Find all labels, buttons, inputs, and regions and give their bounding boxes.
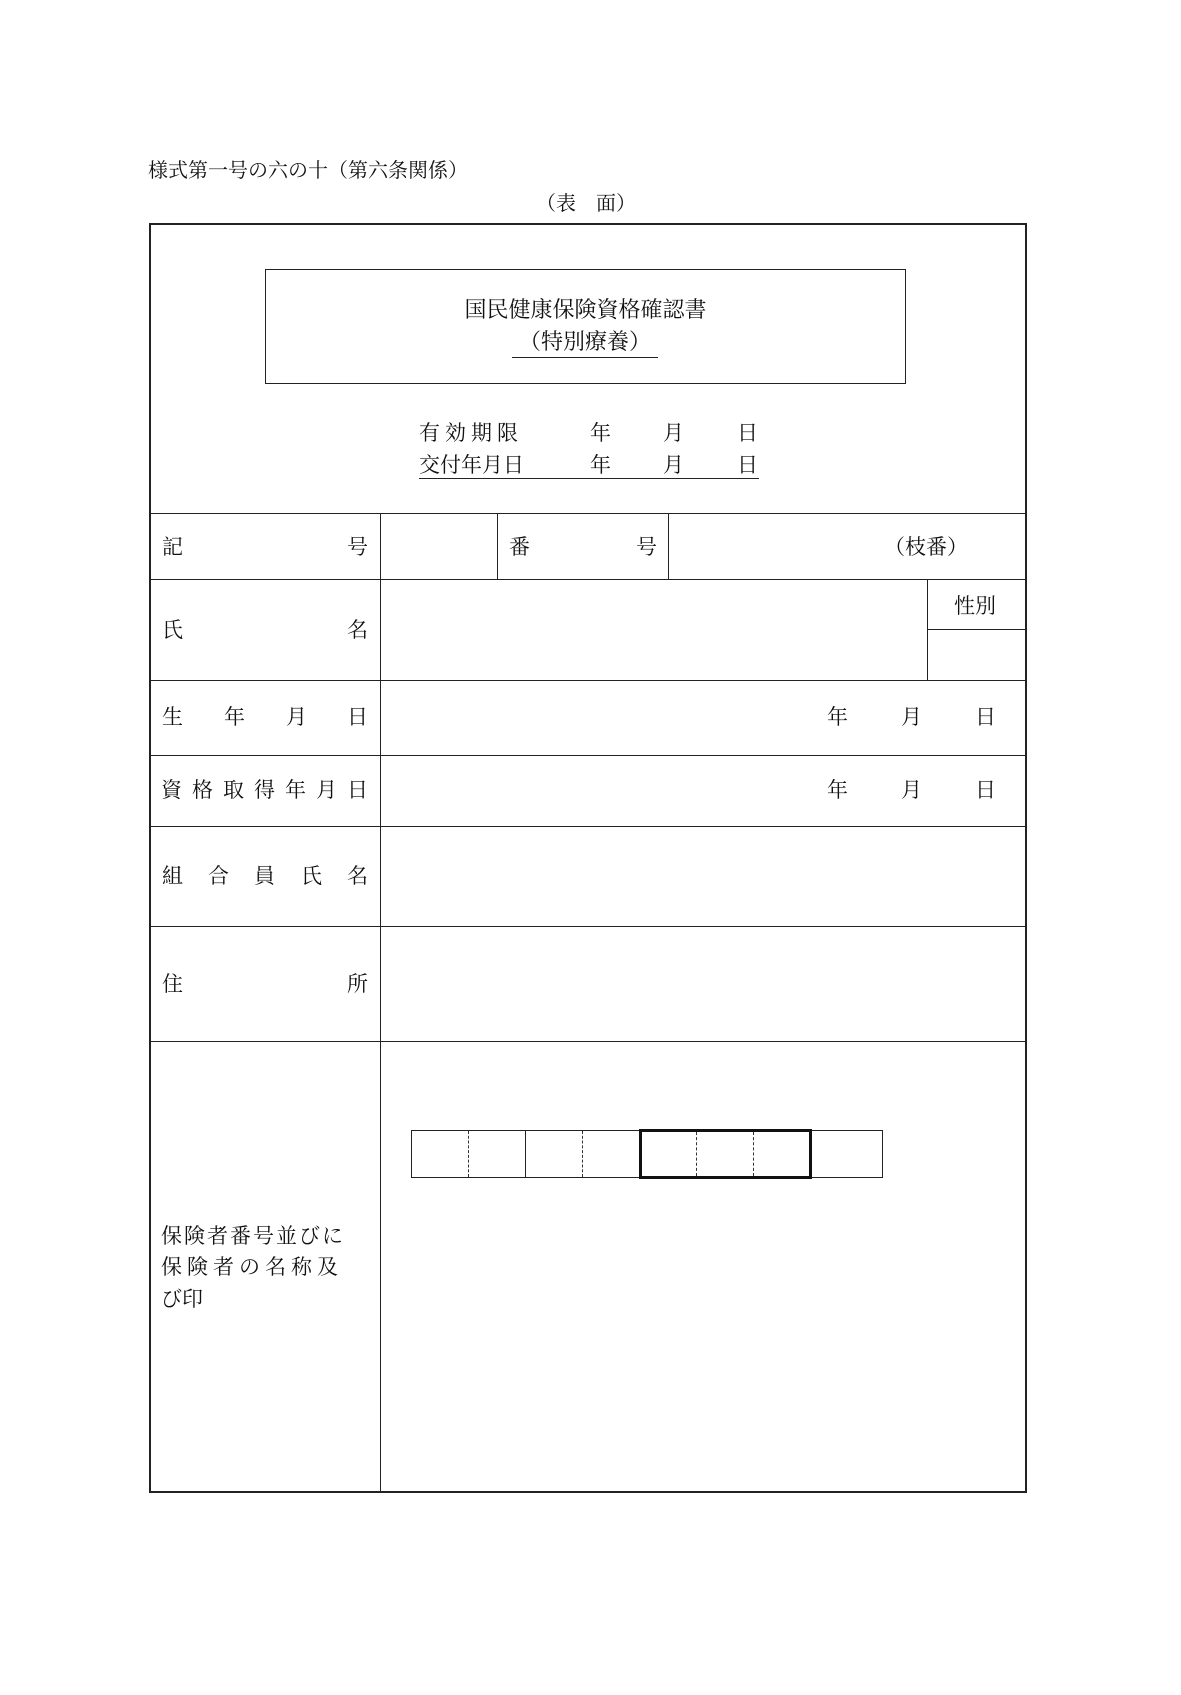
birth-label-char: 月	[286, 705, 307, 729]
member-label-char: 員	[254, 864, 275, 888]
side-label: （表 面）	[536, 191, 636, 215]
acquisition-label-char: 取	[223, 778, 244, 802]
row-divider	[149, 926, 1027, 927]
title-box	[265, 269, 906, 384]
acquisition-label-char: 資	[161, 778, 182, 802]
acquisition-label-char: 年	[285, 778, 306, 802]
birth-label-char: 生	[162, 705, 183, 729]
insurer-label-line: 保険者の名称及	[161, 1255, 343, 1279]
digit-group-divider	[525, 1131, 526, 1177]
birth-year: 年	[827, 705, 848, 729]
birth-day: 日	[975, 705, 996, 729]
issue-label: 交付年月日	[419, 453, 524, 477]
address-label-right: 所	[347, 972, 368, 996]
expiry-month: 月	[663, 421, 684, 445]
row-divider	[149, 755, 1027, 756]
label-column-divider	[380, 513, 381, 1492]
acquisition-label-char: 月	[316, 778, 337, 802]
row-divider	[149, 579, 1027, 580]
row-divider	[149, 1041, 1027, 1042]
expiry-year: 年	[590, 421, 611, 445]
digit-separator	[753, 1132, 754, 1176]
name-label-left: 氏	[162, 618, 183, 642]
member-label-char: 合	[208, 864, 229, 888]
symbol-label-right: 号	[347, 535, 368, 559]
acquisition-label-char: 得	[254, 778, 275, 802]
birth-label-char: 日	[347, 705, 368, 729]
digit-separator	[696, 1132, 697, 1176]
member-label-char: 名	[347, 864, 368, 888]
insurer-digit-highlight-box	[639, 1129, 812, 1179]
symbol-label-left: 記	[162, 535, 183, 559]
digit-separator	[582, 1131, 583, 1177]
gender-column-divider	[927, 579, 928, 680]
acquisition-day: 日	[975, 778, 996, 802]
acquisition-label-char: 日	[347, 778, 368, 802]
expiry-label: 有効期限	[419, 421, 523, 445]
document-subtitle: （特別療養）	[512, 332, 658, 358]
insurer-label-line: 保険者番号並びに	[161, 1224, 345, 1248]
number-label-left: 番	[509, 535, 530, 559]
acquisition-year: 年	[827, 778, 848, 802]
address-label-left: 住	[162, 972, 183, 996]
issue-date-underline	[419, 478, 759, 479]
acquisition-label-char: 格	[192, 778, 213, 802]
form-number: 様式第一号の六の十（第六条関係）	[148, 158, 468, 182]
row-divider	[149, 826, 1027, 827]
issue-month: 月	[663, 453, 684, 477]
row-divider	[149, 513, 1027, 514]
document-title: 国民健康保険資格確認書	[464, 298, 707, 323]
digit-separator	[468, 1131, 469, 1177]
insurer-label-line: び印	[161, 1287, 203, 1311]
issue-year: 年	[590, 453, 611, 477]
member-label-char: 組	[162, 864, 183, 888]
issue-day: 日	[737, 453, 758, 477]
birth-month: 月	[901, 705, 922, 729]
branch-number-label: （枝番）	[884, 535, 968, 559]
birth-label-char: 年	[224, 705, 245, 729]
form-frame	[149, 223, 1027, 1493]
acquisition-month: 月	[901, 778, 922, 802]
expiry-day: 日	[737, 421, 758, 445]
gender-divider	[927, 629, 1027, 630]
number-label-right: 号	[636, 535, 657, 559]
name-label-right: 名	[347, 618, 368, 642]
column-divider	[497, 513, 498, 579]
column-divider	[668, 513, 669, 579]
gender-label: 性別	[954, 594, 996, 618]
member-label-char: 氏	[301, 864, 322, 888]
row-divider	[149, 680, 1027, 681]
